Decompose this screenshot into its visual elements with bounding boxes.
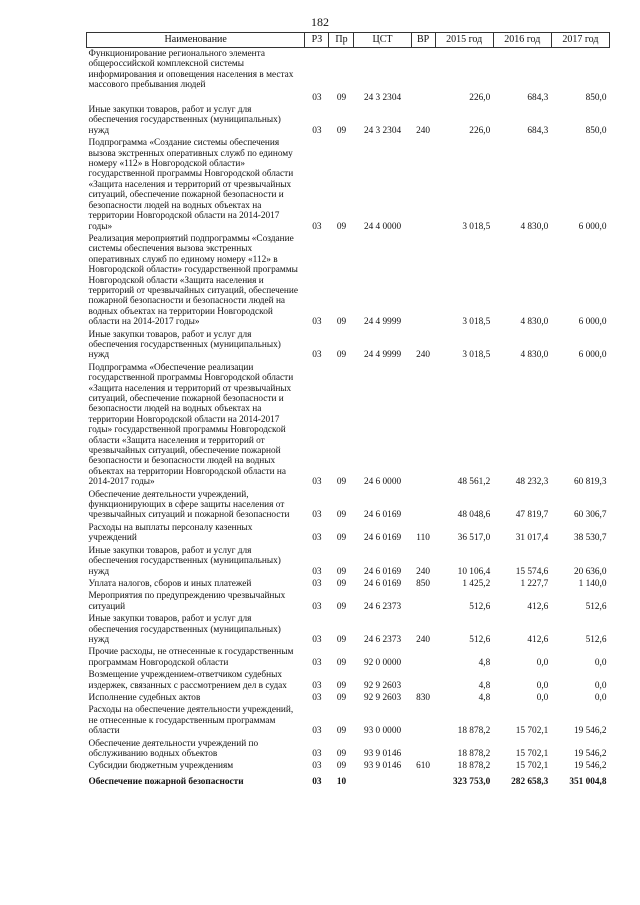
- cell-pr: 09: [336, 510, 347, 521]
- cell-y2015: 4,8: [478, 680, 491, 691]
- cell-pr: 09: [336, 634, 347, 645]
- header-name: Наименование: [87, 33, 305, 48]
- header-rz: РЗ: [305, 33, 329, 48]
- cell-rz: 03: [312, 776, 322, 787]
- table-row: [87, 92, 610, 104]
- cell-y2017: 38 530,7: [573, 533, 607, 544]
- cell-rz: 03: [312, 578, 322, 589]
- cell-cst: 24 6 0169: [363, 578, 402, 589]
- cell-y2015: 3 018,5: [462, 317, 491, 328]
- cell-y2017: 19 546,2: [573, 761, 607, 772]
- cell-vr: [411, 773, 435, 788]
- table-row: [87, 329, 610, 362]
- cell-pr: 09: [336, 125, 347, 136]
- cell-cst: 24 6 0169: [363, 566, 402, 577]
- cell-cst: 93 9 0146: [363, 749, 402, 759]
- cell-name: Реализация мероприятий подпрограммы «Создание системы обеспечения вызова экстренных оперативных служб по единому номеру «112» в Новгородской области» государственной программы Новгородской области «Защита населения и территорий от чрезвычайных ситуаций, обеспечение пожарной безопасности и безопасности людей на водных объектах на территории Новгородской области на 2014-2017 годы»: [88, 233, 298, 328]
- table-row: [87, 48, 610, 92]
- table-row: [87, 578, 610, 590]
- cell-y2017: 19 546,2: [573, 749, 607, 759]
- cell-name: Возмещение учреждением-ответчиком судебных издержек, связанных с рассмотрением дел в судах: [88, 670, 287, 691]
- cell-rz: 03: [312, 680, 322, 691]
- cell-rz: 03: [312, 533, 322, 544]
- table-row: [87, 704, 610, 737]
- header-vr: ВР: [411, 33, 435, 48]
- cell-cst: 24 4 0000: [363, 221, 402, 232]
- table-row: [87, 692, 610, 704]
- cell-vr: 240: [416, 634, 431, 645]
- cell-rz: 03: [312, 317, 322, 328]
- table-row: [87, 489, 610, 522]
- cell-pr: 09: [336, 749, 347, 759]
- cell-pr: [329, 48, 354, 92]
- cell-cst: 93 0 0000: [363, 726, 402, 737]
- cell-name: Обеспечение деятельности учреждений по обслуживанию водных объектов: [88, 738, 259, 759]
- cell-rz: 03: [312, 634, 322, 645]
- table-row: [87, 773, 610, 788]
- cell-vr: [411, 590, 435, 613]
- cell-y2015: 512,6: [469, 601, 491, 612]
- cell-cst: 24 6 0000: [363, 477, 402, 488]
- table-row: [87, 646, 610, 669]
- table-row: [87, 760, 610, 772]
- cell-y2017: [551, 48, 609, 92]
- cell-y2015: [435, 48, 493, 92]
- cell-name: Расходы на выплаты персоналу казенных учреждений: [88, 522, 253, 544]
- cell-pr: 09: [336, 477, 347, 488]
- cell-y2016: 412,6: [527, 601, 549, 612]
- header-2015: 2015 год: [435, 33, 493, 48]
- cell-cst: 24 4 9999: [363, 350, 402, 361]
- cell-pr: 09: [336, 692, 347, 703]
- cell-y2015: 36 517,0: [457, 533, 491, 544]
- cell-cst: [354, 48, 411, 92]
- cell-y2016: 15 702,1: [515, 761, 549, 772]
- header-2016: 2016 год: [493, 33, 551, 48]
- header-2017: 2017 год: [551, 33, 609, 48]
- cell-rz: 03: [312, 350, 322, 361]
- table-row: [87, 522, 610, 545]
- cell-y2015: 10 106,4: [457, 566, 491, 577]
- table-row: [87, 738, 610, 761]
- cell-cst: 24 6 2373: [363, 601, 402, 612]
- cell-vr: [411, 646, 435, 669]
- cell-vr: [411, 738, 435, 761]
- cell-y2016: 0,0: [536, 680, 549, 691]
- table-body: [87, 48, 610, 789]
- cell-vr: 240: [416, 566, 431, 577]
- cell-vr: 610: [416, 761, 431, 772]
- cell-y2017: 6 000,0: [578, 221, 607, 232]
- cell-rz: 03: [312, 761, 322, 772]
- cell-rz: 03: [312, 566, 322, 577]
- cell-name: Иные закупки товаров, работ и услуг для обеспечения государственных (муниципальных) нужд: [88, 105, 281, 136]
- cell-vr: [411, 92, 435, 104]
- cell-rz: 03: [312, 477, 322, 488]
- cell-y2016: 0,0: [536, 657, 549, 668]
- cell-pr: 09: [336, 566, 347, 577]
- cell-rz: [305, 48, 329, 92]
- cell-name: Прочие расходы, не отнесенные к государственным программам Новгородской области: [88, 647, 294, 668]
- cell-vr: [411, 489, 435, 522]
- header-cst: ЦСТ: [354, 33, 411, 48]
- cell-y2017: 6 000,0: [578, 350, 607, 361]
- cell-rz: 03: [312, 221, 322, 232]
- cell-y2017: 850,0: [585, 125, 607, 136]
- cell-y2015: 48 048,6: [457, 510, 491, 521]
- cell-cst: 24 6 0169: [363, 510, 402, 521]
- cell-y2016: 282 658,3: [511, 776, 549, 787]
- cell-vr: [411, 704, 435, 737]
- table-row: [87, 545, 610, 578]
- cell-y2017: 60 819,3: [573, 477, 607, 488]
- cell-y2017: 0,0: [594, 692, 607, 703]
- cell-y2016: 15 702,1: [515, 749, 549, 759]
- cell-pr: 10: [336, 776, 347, 787]
- cell-y2016: 4 830,0: [520, 350, 549, 361]
- cell-pr: 09: [336, 92, 347, 103]
- cell-y2016: 15 702,1: [515, 726, 549, 737]
- cell-pr: 09: [336, 680, 347, 691]
- table-header: [87, 33, 610, 48]
- cell-y2017: 850,0: [585, 92, 607, 103]
- cell-cst: 24 3 2304: [363, 125, 402, 136]
- cell-y2017: 1 140,0: [578, 578, 607, 589]
- cell-vr: [411, 362, 435, 489]
- cell-rz: 03: [312, 657, 322, 668]
- table-row: [87, 233, 610, 329]
- cell-y2017: 512,6: [585, 601, 607, 612]
- cell-pr: 09: [336, 350, 347, 361]
- cell-pr: 09: [336, 221, 347, 232]
- header-pr: Пр: [329, 33, 354, 48]
- cell-pr: 09: [336, 601, 347, 612]
- cell-name: Иные закупки товаров, работ и услуг для обеспечения государственных (муниципальных) нужд: [88, 614, 281, 645]
- table-row: [87, 137, 610, 233]
- cell-name: Иные закупки товаров, работ и услуг для обеспечения государственных (муниципальных) нужд: [88, 545, 281, 577]
- cell-y2015: 1 425,2: [462, 578, 491, 589]
- cell-y2017: 351 004,8: [569, 776, 607, 787]
- cell-y2016: 48 232,3: [515, 477, 549, 488]
- cell-y2017: 512,6: [585, 634, 607, 645]
- cell-vr: [411, 669, 435, 692]
- cell-cst: 24 6 0169: [363, 533, 402, 544]
- cell-pr: 09: [336, 657, 347, 668]
- cell-name: Субсидии бюджетным учреждениям: [88, 761, 234, 772]
- cell-rz: 03: [312, 692, 322, 703]
- cell-y2016: 684,3: [527, 92, 549, 103]
- cell-y2017: 19 546,2: [573, 726, 607, 737]
- cell-name: [87, 92, 305, 104]
- cell-cst: 92 9 2603: [363, 692, 402, 703]
- cell-name: Исполнение судебных актов: [88, 692, 201, 703]
- cell-y2016: 0,0: [536, 692, 549, 703]
- page-number: 182: [311, 15, 329, 29]
- cell-vr: [411, 233, 435, 329]
- cell-y2016: 31 017,4: [515, 533, 549, 544]
- cell-y2017: 60 306,7: [573, 510, 607, 521]
- cell-rz: 03: [312, 125, 322, 136]
- cell-rz: 03: [312, 601, 322, 612]
- cell-y2015: 48 561,2: [457, 477, 491, 488]
- cell-rz: 03: [312, 92, 322, 103]
- cell-cst: [354, 773, 411, 788]
- cell-vr: 830: [416, 692, 431, 703]
- cell-y2016: 15 574,6: [515, 566, 549, 577]
- cell-y2015: 3 018,5: [462, 221, 491, 232]
- cell-rz: 03: [312, 510, 322, 521]
- cell-vr: 240: [416, 125, 431, 136]
- cell-cst: 93 9 0146: [363, 761, 402, 772]
- cell-vr: [411, 137, 435, 233]
- table-row: [87, 362, 610, 489]
- cell-y2015: 4,8: [478, 657, 491, 668]
- cell-y2015: 18 878,2: [457, 749, 491, 759]
- cell-y2017: 0,0: [594, 680, 607, 691]
- cell-name: Уплата налогов, сборов и иных платежей: [88, 578, 252, 589]
- cell-cst: 24 4 9999: [363, 317, 402, 328]
- cell-name: Обеспечение деятельности учреждений, функционирующих в сфере защиты населения от чрезвычайных ситуаций и пожарной безопасности: [88, 489, 290, 521]
- cell-name: Функционирование регионального элемента общероссийской комплексной системы информирования и оповещения населения в местах массового пребывания людей: [88, 49, 294, 91]
- cell-y2017: 6 000,0: [578, 317, 607, 328]
- cell-y2016: 684,3: [527, 125, 549, 136]
- cell-name: Подпрограмма «Обеспечение реализации государственной программы Новгородской области «Защита населения и территорий от чрезвычайных ситуаций, обеспечение пожарной безопасности и безопасности людей на водных объектах на территории Новгородской области на 2014-2017 годы» государственной программы Новгородской области «Защита населения и территорий от чрезвычайных ситуаций, обеспечение пожарной безопасности и безопасности людей на водных объектах на территории Новгородской области на 2014-2017 годы»: [88, 362, 294, 488]
- cell-y2015: 3 018,5: [462, 350, 491, 361]
- cell-pr: 09: [336, 533, 347, 544]
- cell-vr: 850: [416, 578, 431, 589]
- cell-y2017: 20 636,0: [573, 566, 607, 577]
- cell-y2016: 412,6: [527, 634, 549, 645]
- cell-y2015: 4,8: [478, 692, 491, 703]
- cell-y2016: 47 819,7: [515, 510, 549, 521]
- cell-name: Иные закупки товаров, работ и услуг для обеспечения государственных (муниципальных) нужд: [88, 329, 281, 361]
- header-row: [87, 33, 610, 48]
- cell-cst: 92 0 0000: [363, 657, 402, 668]
- cell-y2015: 226,0: [469, 125, 491, 136]
- budget-table: [86, 32, 610, 788]
- cell-y2015: 18 878,2: [457, 761, 491, 772]
- table-row: [87, 104, 610, 137]
- cell-y2016: 4 830,0: [520, 317, 549, 328]
- cell-name: Обеспечение пожарной безопасности: [88, 776, 244, 787]
- cell-name: Расходы на обеспечение деятельности учреждений, не отнесенные к государственным программам области: [88, 705, 294, 737]
- cell-y2015: 323 753,0: [453, 776, 491, 787]
- cell-y2016: 4 830,0: [520, 221, 549, 232]
- cell-vr: 110: [416, 533, 430, 544]
- cell-pr: 09: [336, 578, 347, 589]
- table-row: [87, 590, 610, 613]
- cell-cst: 24 3 2304: [363, 92, 402, 103]
- cell-pr: 09: [336, 726, 347, 737]
- cell-cst: 92 9 2603: [363, 680, 402, 691]
- cell-pr: 09: [336, 317, 347, 328]
- cell-rz: 03: [312, 726, 322, 737]
- cell-rz: 03: [312, 749, 322, 759]
- cell-y2015: 18 878,2: [457, 726, 491, 737]
- cell-vr: [411, 48, 435, 92]
- cell-cst: 24 6 2373: [363, 634, 402, 645]
- cell-name: Мероприятия по предупреждению чрезвычайных ситуаций: [88, 591, 286, 612]
- cell-pr: 09: [336, 761, 347, 772]
- cell-y2016: [493, 48, 551, 92]
- cell-name: Подпрограмма «Создание системы обеспечения вызова экстренных оперативных служб по единому номеру «112» в Новгородской области» государственной программы Новгородской области «Защита населения и территорий от чрезвычайных ситуаций, обеспечение пожарной безопасности и безопасности людей на водных объектах на территории Новгородской области на 2014-2017 годы»: [88, 138, 294, 232]
- cell-y2016: 1 227,7: [520, 578, 549, 589]
- cell-y2015: 512,6: [469, 634, 491, 645]
- cell-vr: 240: [416, 350, 431, 361]
- table-row: [87, 613, 610, 646]
- cell-y2015: 226,0: [469, 92, 491, 103]
- cell-y2017: 0,0: [594, 657, 607, 668]
- table-row: [87, 669, 610, 692]
